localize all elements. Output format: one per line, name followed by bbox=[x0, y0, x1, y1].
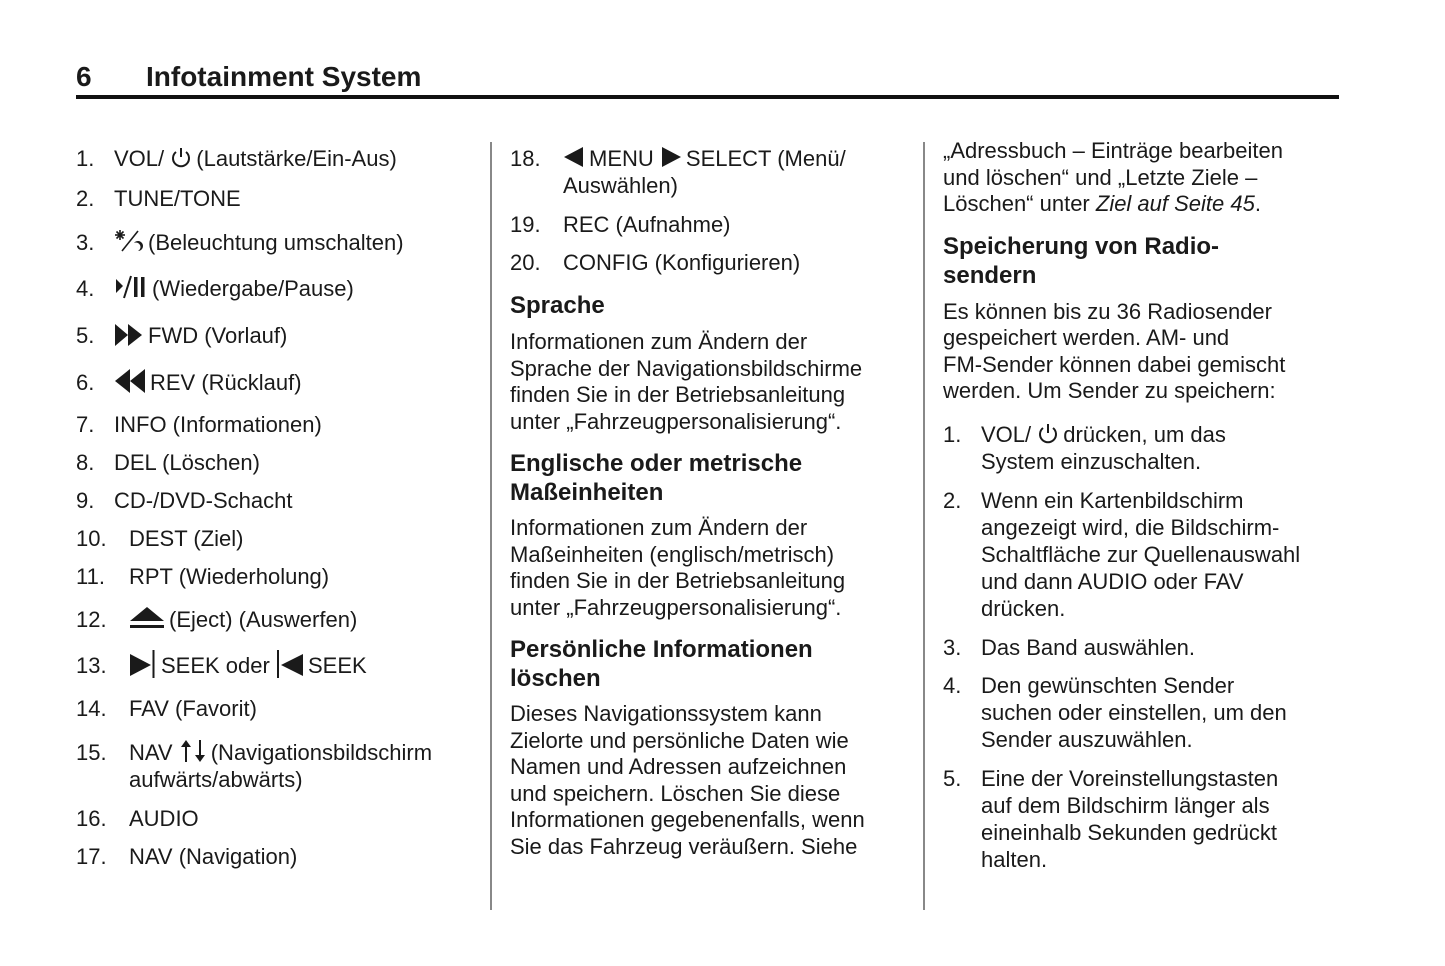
item-number: 5. bbox=[76, 323, 95, 349]
item-text: REV (Rücklauf) bbox=[150, 369, 302, 395]
power-icon bbox=[1037, 422, 1059, 444]
item-number: 15. bbox=[76, 740, 107, 766]
item-text: CONFIG (Konfigurieren) bbox=[563, 250, 801, 275]
power-icon bbox=[170, 146, 192, 168]
paragraph-line: unter „Fahrzeugpersonalisierung“. bbox=[510, 408, 842, 434]
list-item bbox=[76, 805, 476, 832]
list-item bbox=[76, 606, 476, 633]
seek-previous-icon bbox=[276, 650, 304, 678]
paragraph-line: Sie das Fahrzeug veräußern. Siehe bbox=[510, 833, 858, 859]
item-number: 14. bbox=[76, 696, 107, 722]
item-text: RPT (Wiederholung) bbox=[129, 563, 330, 589]
seek-next-icon bbox=[129, 650, 157, 678]
section-heading-sprache: Sprache bbox=[510, 292, 605, 319]
item-text: FWD (Vorlauf) bbox=[148, 323, 288, 349]
list-item bbox=[76, 843, 476, 870]
section-heading-units: Englische oder metrische Maßeinheiten bbox=[510, 450, 803, 506]
list-item bbox=[76, 322, 476, 349]
section-body-personal-continued bbox=[943, 138, 1343, 218]
rewind-icon bbox=[114, 368, 146, 394]
item-number: 18. bbox=[510, 146, 541, 171]
item-number: 4. bbox=[76, 276, 95, 302]
list-item bbox=[76, 525, 476, 552]
list-item bbox=[76, 411, 476, 438]
select-right-icon bbox=[660, 146, 682, 168]
item-number: 20. bbox=[510, 250, 541, 275]
paragraph-line: „Adressbuch – Einträge bearbeiten bbox=[943, 138, 1283, 163]
up-down-arrows-icon bbox=[179, 739, 207, 763]
item-text: SEEK oder bbox=[161, 652, 270, 678]
step-number: 2. bbox=[943, 487, 962, 513]
item-text: FAV (Favorit) bbox=[129, 696, 257, 722]
step-item: 3. Das Band auswählen. bbox=[943, 634, 1196, 660]
item-number: 7. bbox=[76, 411, 95, 437]
item-text: TUNE/TONE bbox=[114, 186, 241, 211]
list-item bbox=[76, 487, 476, 514]
paragraph-line: und löschen“ und „Letzte Ziele – bbox=[943, 164, 1258, 190]
list-item bbox=[76, 275, 476, 303]
paragraph-line: finden Sie in der Betriebsanleitung bbox=[510, 568, 846, 593]
menu-left-icon bbox=[563, 146, 585, 168]
paragraph-line: Sprache der Navigationsbildschirme bbox=[510, 355, 863, 381]
paragraph-line: Informationen gegebenenfalls, wenn bbox=[510, 807, 865, 832]
page-title: Infotainment System bbox=[146, 61, 422, 92]
item-number: 3. bbox=[76, 230, 95, 255]
item-text: DEL (Löschen) bbox=[114, 449, 260, 475]
section-body-sprache bbox=[510, 329, 910, 435]
step-item: 5. Eine der Voreinstellungstasten auf dem Bildschirm länger als eineinhalb Sekunden gedrückt halten. bbox=[943, 765, 1279, 872]
item-number: 8. bbox=[76, 449, 95, 475]
item-number: 11. bbox=[76, 563, 105, 589]
step-item: 4. Den gewünschten Sender suchen oder einstellen, um den Sender auszuwählen. bbox=[943, 672, 1287, 752]
item-number: 2. bbox=[76, 186, 95, 211]
item-text: DEST (Ziel) bbox=[129, 525, 244, 551]
play-pause-icon bbox=[114, 274, 148, 300]
paragraph-line: Informationen zum Ändern der bbox=[510, 329, 808, 354]
column-2 bbox=[510, 138, 910, 860]
list-item bbox=[76, 563, 476, 590]
paragraph-line: Löschen“ unter Ziel auf Seite 45. bbox=[943, 191, 1261, 216]
paragraph-line: Dieses Navigationssystem kann bbox=[510, 701, 822, 726]
paragraph-line: unter „Fahrzeugpersonalisierung“. bbox=[510, 594, 842, 620]
paragraph-line: Namen und Adressen aufzeichnen bbox=[510, 754, 847, 779]
item-number: 12. bbox=[76, 606, 107, 632]
paragraph-line: Es können bis zu 36 Radiosender bbox=[943, 298, 1272, 324]
item-text: INFO (Informationen) bbox=[114, 411, 322, 437]
list-item bbox=[510, 249, 910, 276]
list-item bbox=[76, 739, 476, 793]
item-text-continued: aufwärts/abwärts) bbox=[129, 767, 303, 793]
paragraph-line: Maßeinheiten (englisch/metrisch) bbox=[510, 541, 835, 567]
paragraph-line: Informationen zum Ändern der bbox=[510, 515, 808, 540]
section-body-units bbox=[510, 515, 910, 621]
item-text: (Navigationsbildschirm bbox=[210, 740, 433, 766]
item-text-continued: Auswählen) bbox=[563, 173, 678, 198]
item-text: REC (Aufnahme) bbox=[563, 212, 731, 237]
paragraph-line: Zielorte und persönliche Daten wie bbox=[510, 727, 849, 753]
list-item bbox=[76, 145, 476, 172]
section-heading-personal: Persönliche Informationen löschen bbox=[510, 636, 813, 692]
page-header bbox=[76, 58, 1339, 100]
item-text: NAV (Navigation) bbox=[129, 844, 298, 870]
item-number: 9. bbox=[76, 487, 95, 513]
item-number: 1. bbox=[76, 146, 95, 171]
item-number: 13. bbox=[76, 652, 107, 678]
item-number: 17. bbox=[76, 844, 107, 870]
step-item: 2. Wenn ein Kartenbildschirm angezeigt wird, die Bildschirm- Schaltfläche zur Quellenauswahl und dann AUDIO oder FAV drücken. bbox=[943, 487, 1301, 621]
paragraph-line: und speichern. Löschen Sie diese bbox=[510, 780, 841, 806]
day-night-icon bbox=[114, 229, 144, 253]
list-item bbox=[76, 652, 476, 681]
step-number: 1. bbox=[943, 421, 962, 447]
item-text: (Beleuchtung umschalten) bbox=[148, 230, 404, 255]
item-label: NAV bbox=[129, 740, 173, 766]
item-number: 19. bbox=[510, 212, 541, 237]
item-text: (Eject) (Auswerfen) bbox=[169, 606, 358, 632]
page-reference-link[interactable]: Ziel auf Seite 45 bbox=[1095, 191, 1255, 216]
item-text: (Lautstärke/Ein-Aus) bbox=[196, 146, 397, 171]
paragraph-line: finden Sie in der Betriebsanleitung bbox=[510, 382, 846, 407]
section-body-radio bbox=[943, 299, 1343, 405]
paragraph-line: gespeichert werden. AM- und bbox=[943, 325, 1230, 350]
paragraph-line: FM-Sender können dabei gemischt bbox=[943, 351, 1286, 377]
item-number: 6. bbox=[76, 369, 95, 395]
item-number: 16. bbox=[76, 806, 107, 832]
section-heading-radio: Speicherung von Radio- sendern bbox=[943, 232, 1220, 289]
item-text: SEEK bbox=[307, 652, 367, 678]
item-text: CD-/DVD-Schacht bbox=[114, 487, 293, 513]
list-item bbox=[76, 229, 476, 256]
column-divider bbox=[490, 142, 492, 910]
paragraph-line: werden. Um Sender zu speichern: bbox=[943, 378, 1276, 403]
list-item bbox=[76, 449, 476, 476]
item-text: SELECT (Menü/ bbox=[685, 146, 846, 171]
section-body-personal bbox=[510, 701, 910, 860]
item-label: VOL/ bbox=[114, 146, 165, 171]
step-number: 5. bbox=[943, 765, 962, 791]
header-rule bbox=[76, 95, 1339, 99]
step-number: 4. bbox=[943, 672, 962, 698]
fast-forward-icon bbox=[114, 323, 144, 347]
column-divider bbox=[923, 142, 925, 910]
column-3 bbox=[943, 138, 1343, 873]
item-label: MENU bbox=[589, 146, 654, 171]
item-text: (Wiedergabe/Pause) bbox=[152, 276, 354, 302]
list-item bbox=[76, 695, 476, 722]
eject-icon bbox=[129, 606, 165, 630]
item-number: 10. bbox=[76, 525, 107, 551]
list-item bbox=[76, 185, 476, 212]
list-item bbox=[76, 369, 476, 397]
list-item bbox=[510, 145, 910, 199]
item-text: AUDIO bbox=[129, 806, 199, 832]
step-item: 1. VOL/ drücken, um das System einzuschalten. bbox=[943, 421, 1226, 474]
column-1 bbox=[76, 138, 476, 870]
list-item bbox=[510, 211, 910, 238]
step-number: 3. bbox=[943, 634, 962, 660]
page-number: 6 bbox=[76, 61, 92, 92]
